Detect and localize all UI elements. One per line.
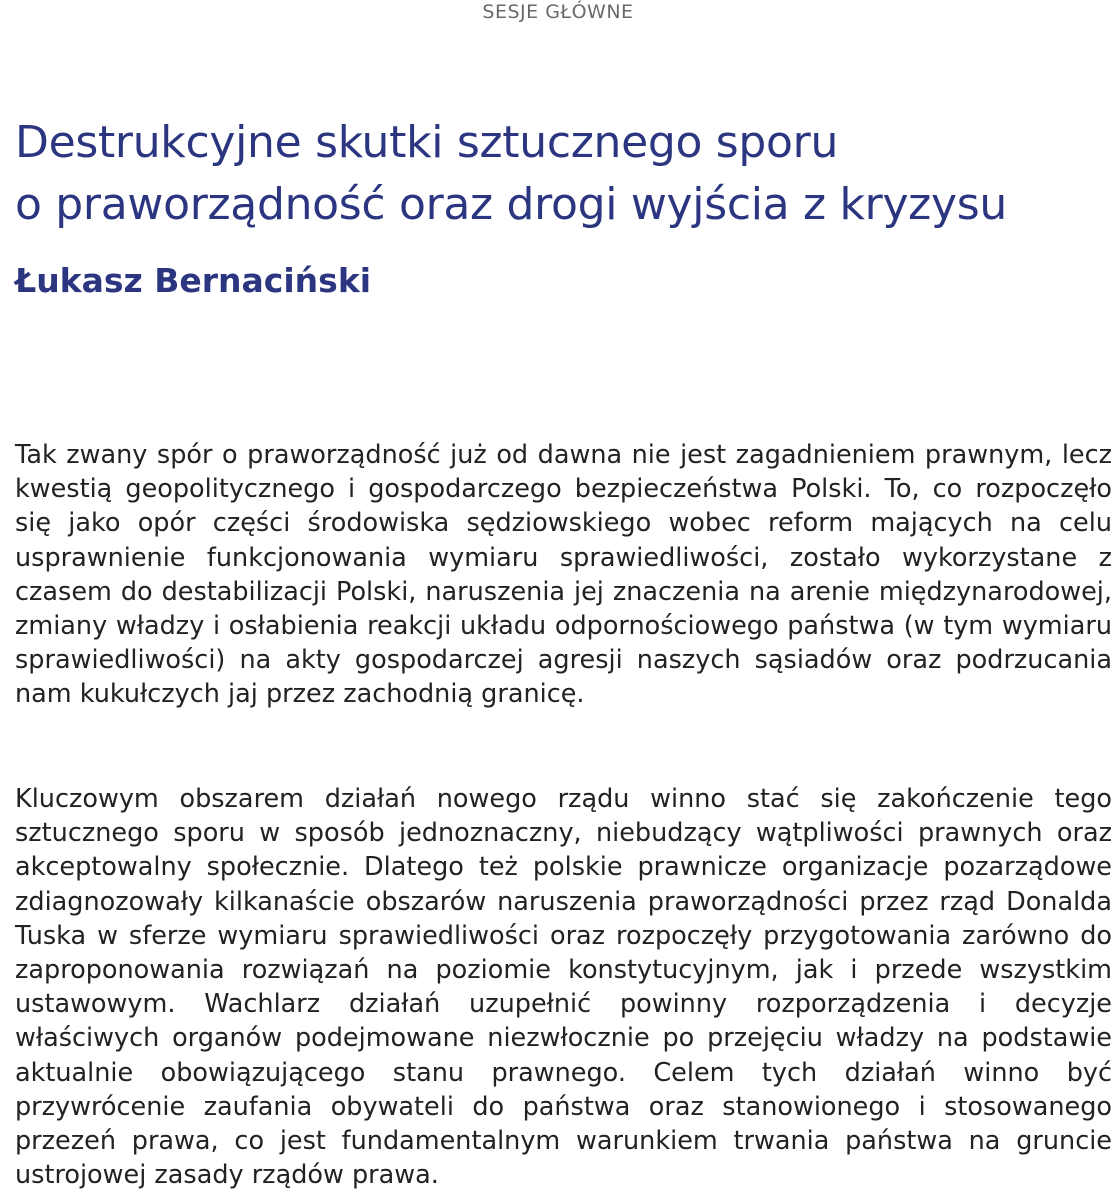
article-title-line-1: Destrukcyjne skutki sztucznego sporu <box>15 117 839 168</box>
article-title-line-2: o praworządność oraz drogi wyjścia z kryzysu <box>15 179 1007 230</box>
article-title <box>15 112 1115 236</box>
body-paragraph-1: Tak zwany spór o praworządność już od dawna nie jest zagadnieniem prawnym, lecz kwestią geopolitycznego i gospodarczego bezpieczeństwa Polski. To, co rozpoczęło się jako opór części środowiska sędziowskiego wobec reform mających na celu usprawnienie funkcjonowania wymiaru sprawiedliwości, zostało wykorzystane z czasem do destabilizacji Polski, naruszenia jej znaczenia na arenie międzynarodowej, zmiany władzy i osłabienia reakcji układu odpornościowego państwa (w tym wymiaru sprawiedliwości) na akty gospodarczej agresji naszych sąsiadów oraz podrzucania nam kukułczych jaj przez zachodnią granicę. <box>15 440 1112 710</box>
article-author: Łukasz Bernaciński <box>15 261 372 300</box>
body-paragraph-2: Kluczowym obszarem działań nowego rządu winno stać się zakończenie tego sztucznego sporu w sposób jednoznaczny, niebudzący wątpliwości prawnych oraz akceptowalny społecznie. Dlatego też polskie prawnicze organizacje pozarządowe zdiagnozowały kilkanaście obszarów naruszenia praworządności przez rząd Donalda Tuska w sferze wymiaru sprawiedliwości oraz rozpoczęły przygotowania zarówno do zaproponowania rozwiązań na poziomie konstytucyjnym, jak i przede wszystkim ustawowym. Wachlarz działań uzupełnić powinny rozporządzenia i decyzje właściwych organów podejmowane niezwłocznie po przejęciu władzy na podstawie aktualnie obowiązującego stanu prawnego. Celem tych działań winno być przywrócenie zaufania obywateli do państwa oraz stanowionego i stosowanego przezeń prawa, co jest fundamentalnym warunkiem trwania państwa na gruncie ustrojowej zasady rządów prawa. <box>15 784 1112 1191</box>
running-header: SESJE GŁÓWNE <box>482 1 634 23</box>
